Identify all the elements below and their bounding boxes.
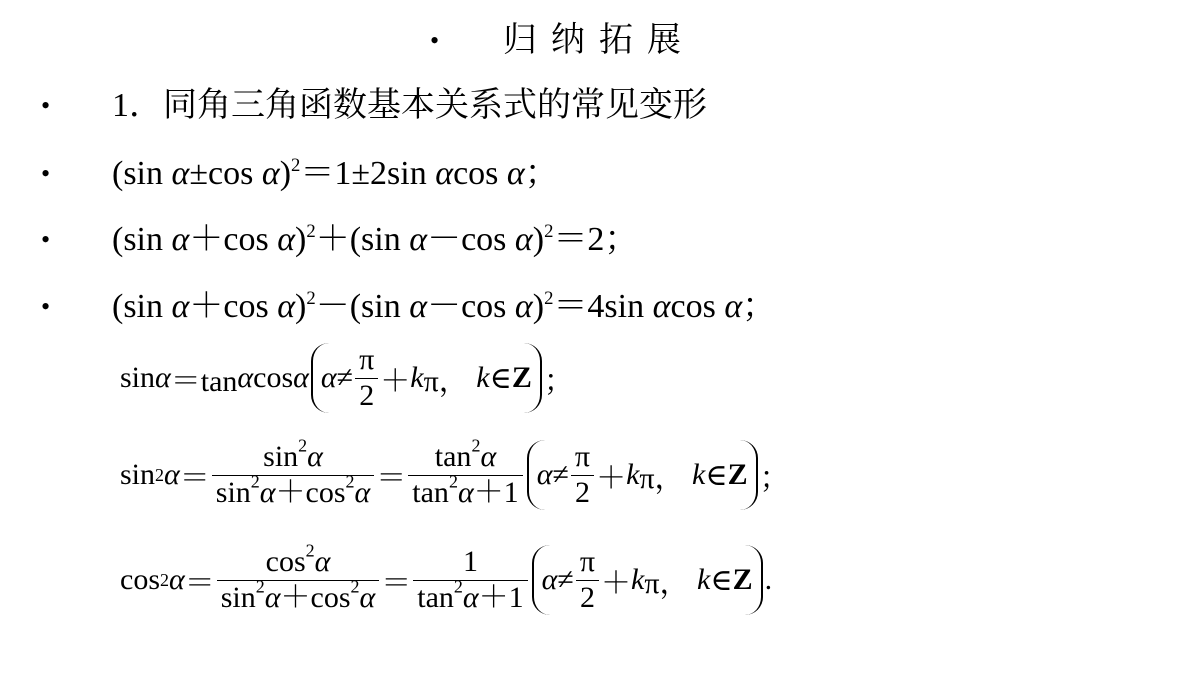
formula-text: (sin α＋cos α)$^2$－(sin α－cos α)$^2$＝4sin αcos α；: [112, 287, 777, 325]
slide-title: [0, 18, 1200, 64]
list-item-text: 1．同角三角函数基本关系式的常见变形: [112, 87, 707, 124]
fraction: $\frac{\cos^2\alpha}{\sin^2\alpha+\cos^2\alpha}$: [217, 545, 380, 615]
condition-paren: α ≠ $\frac{\pi}{2}$ ＋ k π， k ∈ Z: [527, 440, 758, 510]
formula-text: (sin α±cos α)$^2$＝1±2sin αcos α；: [112, 154, 559, 192]
bullet-icon: •: [41, 292, 51, 321]
bullet-icon: •: [430, 26, 440, 55]
fraction: $\frac{\tan^2\alpha}{\tan^2\alpha+1}$: [408, 440, 522, 510]
fraction: $\frac{\pi}{2}$: [576, 545, 599, 615]
list-item: [0, 148, 1200, 200]
fraction: $\frac{\sin^2\alpha}{\sin^2\alpha+\cos^2\alpha}$: [212, 440, 375, 510]
list-item: [0, 80, 1200, 132]
fraction: $\frac{\pi}{2}$: [355, 343, 378, 413]
title-text: 归纳拓展: [503, 22, 695, 59]
list-item: [0, 281, 1200, 333]
condition-paren: α ≠ $\frac{\pi}{2}$ ＋ k π， k ∈ Z: [311, 343, 542, 413]
list-item: [0, 214, 1200, 266]
condition-paren: α ≠ $\frac{\pi}{2}$ ＋ k π， k ∈ Z: [532, 545, 763, 615]
formula-tan: sin α ＝tan α cos α α ≠ $\frac{\pi}{2}$ ＋ k π， k ∈ Z ；: [120, 343, 574, 412]
bullet-icon: •: [41, 225, 51, 254]
bullet-icon: •: [41, 159, 51, 188]
formula-cos-squared: cos 2 α ＝ $\frac{\cos^2\alpha}{\sin^2\alpha+\cos^2\alpha}$ ＝ $\frac{1}{\tan^2\alpha+1}$ α ≠ $\frac{\pi}{2}$ ＋ k π， k ∈ Z .: [120, 540, 773, 614]
fraction: $\frac{1}{\tan^2\alpha+1}$: [413, 545, 527, 615]
fraction: $\frac{\pi}{2}$: [571, 440, 594, 510]
formula-text: (sin α＋cos α)$^2$＋(sin α－cos α)$^2$＝2；: [112, 220, 639, 258]
bullet-icon: •: [41, 91, 51, 120]
formula-sin-squared: sin 2 α ＝ $\frac{\sin^2\alpha}{\sin^2\alpha+\cos^2\alpha}$ ＝ $\frac{\tan^2\alpha}{\tan^2\alpha+1}$ α ≠ $\frac{\pi}{2}$ ＋ k π， k ∈ Z ；: [120, 435, 790, 509]
